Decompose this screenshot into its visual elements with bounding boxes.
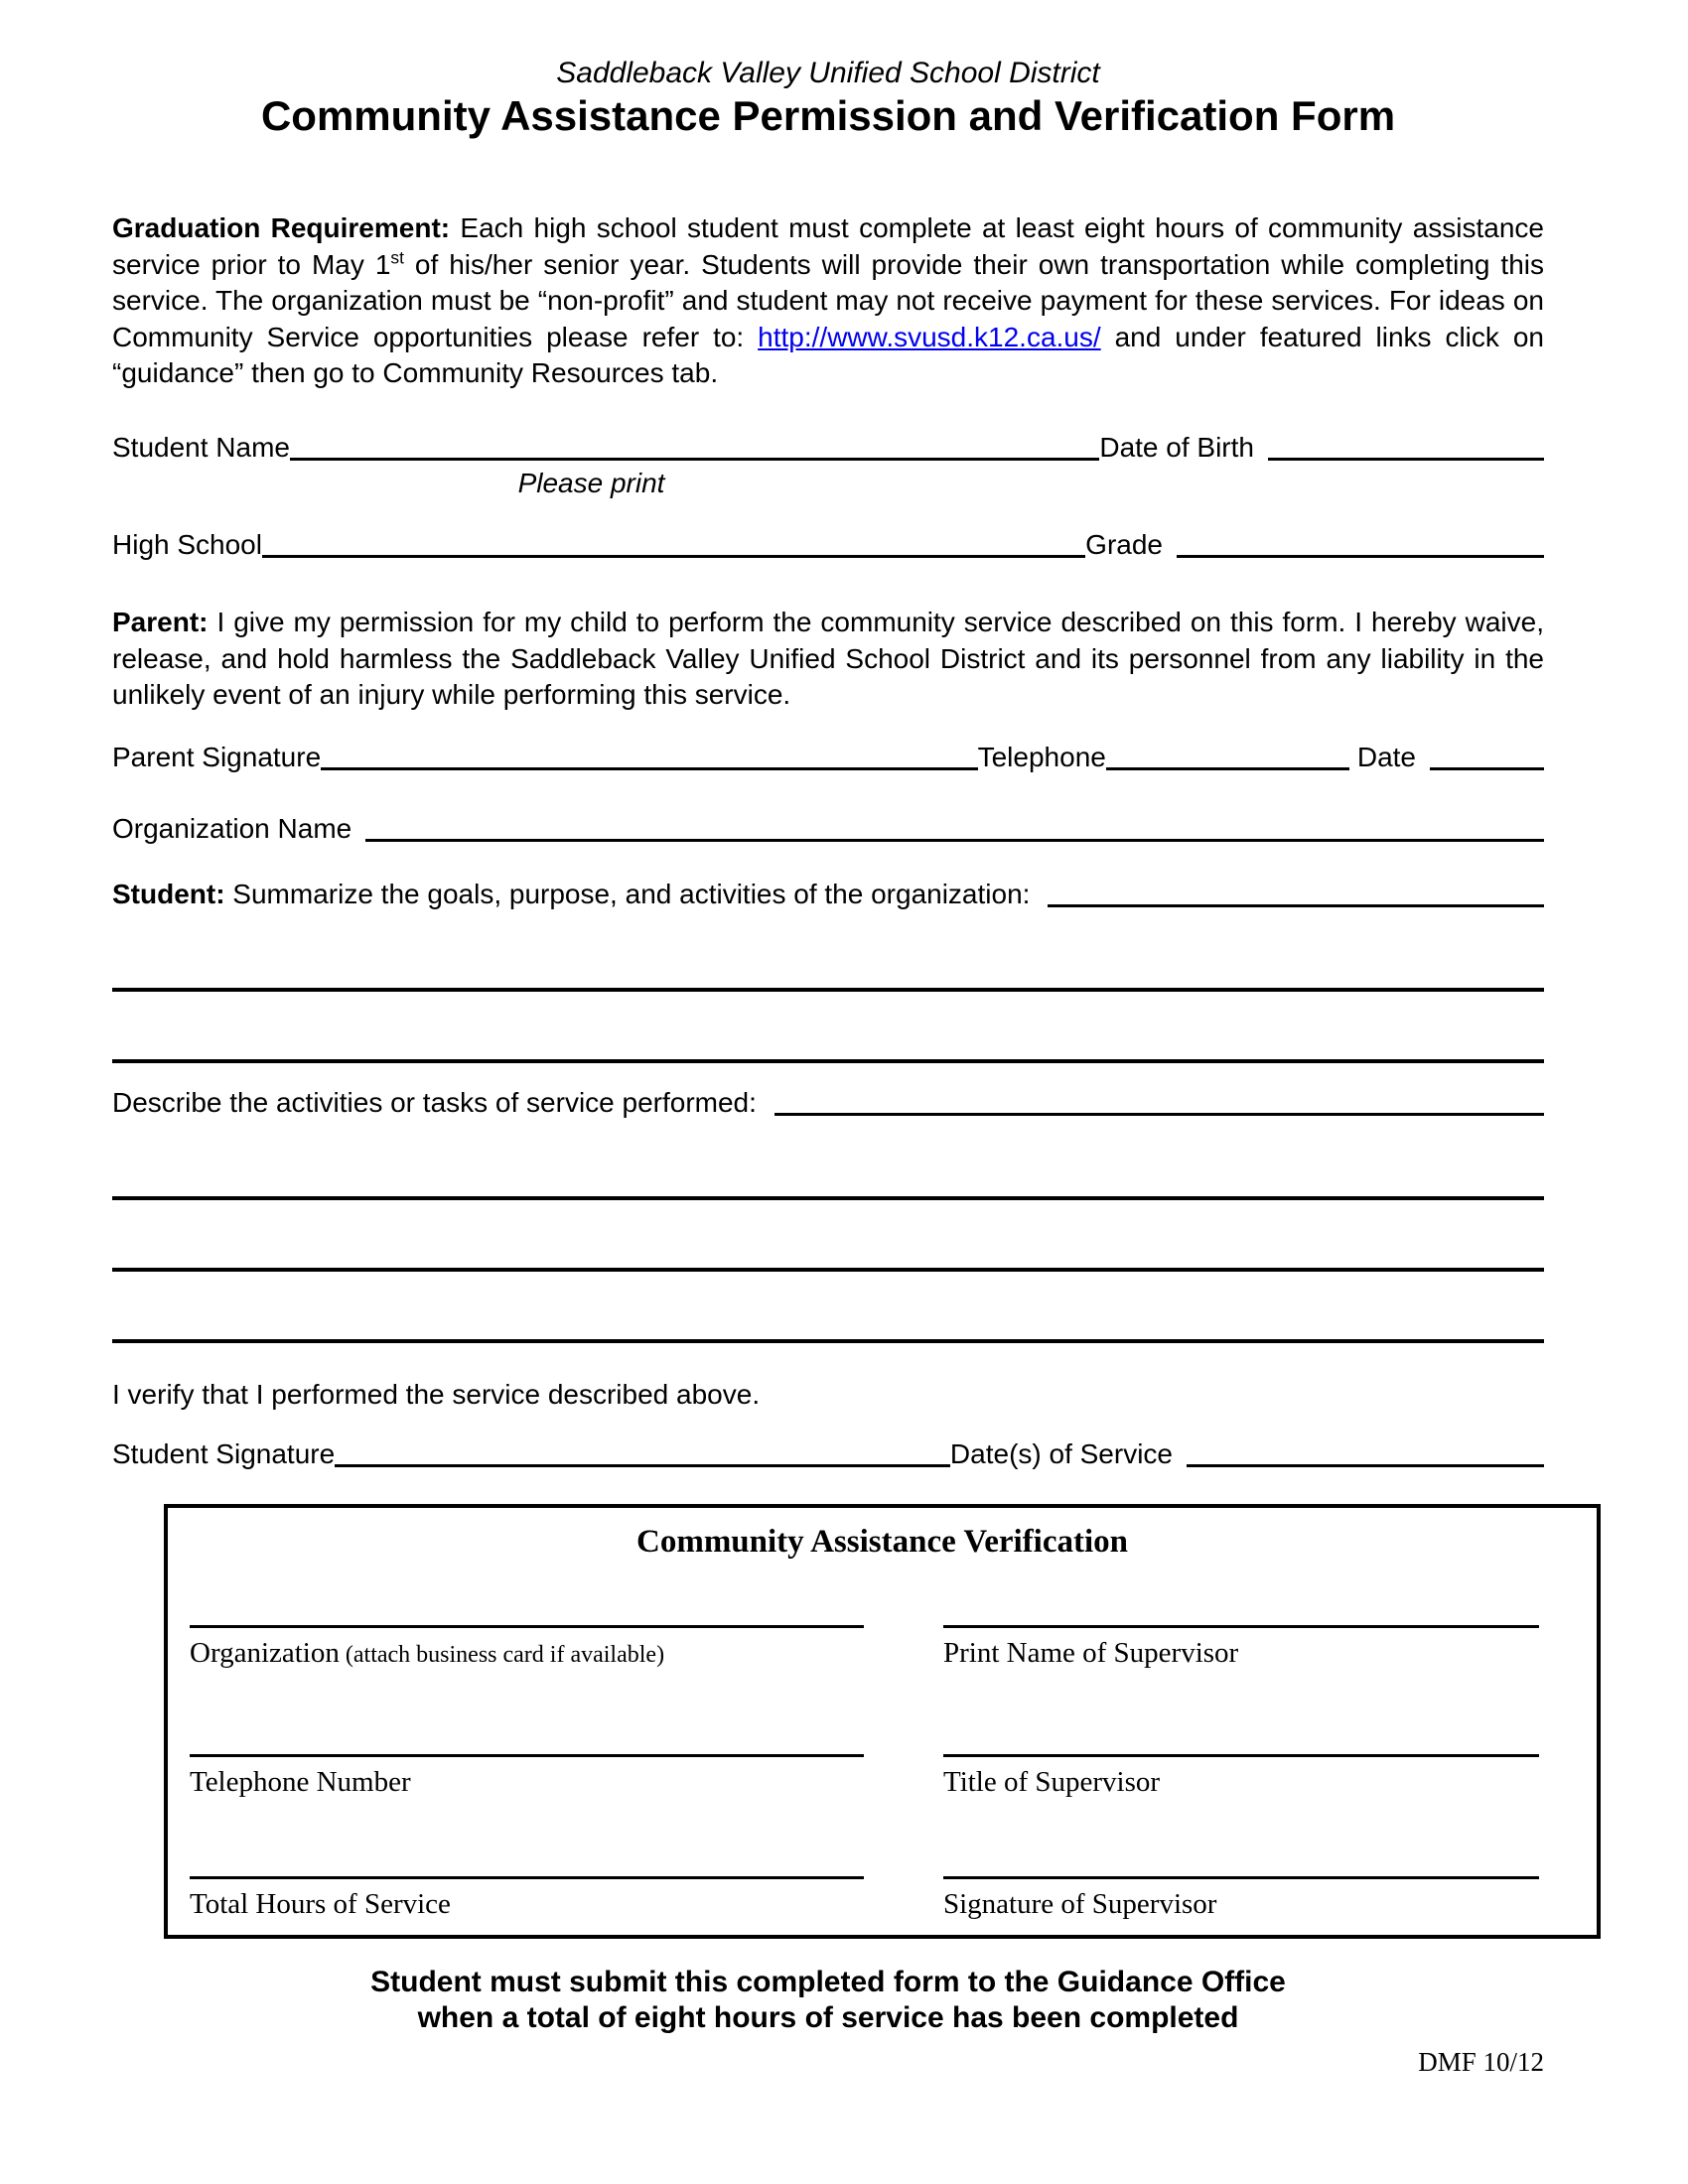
total-hours-label: Total Hours of Service <box>190 1887 451 1920</box>
writing-line-5 <box>112 1339 1544 1343</box>
writing-line-1 <box>112 988 1544 992</box>
organization-name-label: Organization Name <box>112 812 352 844</box>
svusd-link[interactable]: http://www.svusd.k12.ca.us/ <box>758 321 1101 352</box>
form-code: DMF 10/12 <box>1418 2046 1544 2077</box>
organization-name-line <box>365 839 1544 842</box>
student-name-line <box>290 458 1099 461</box>
writing-line-2 <box>112 1059 1544 1063</box>
grade-line <box>1177 555 1544 558</box>
intro-text-3: and under featured links click on “guidance” then go to Community Resources tab. <box>112 321 1544 389</box>
student-name-label: Student Name <box>112 431 290 463</box>
writing-line-3 <box>112 1196 1544 1200</box>
student-signature-line <box>335 1464 950 1467</box>
superscript-st: st <box>390 247 404 268</box>
form-title: Community Assistance Permission and Verification Form <box>260 92 1396 139</box>
writing-line-4 <box>112 1268 1544 1272</box>
date-line <box>1430 767 1544 770</box>
graduation-requirement-paragraph <box>112 210 1544 392</box>
summarize-text: Summarize the goals, purpose, and activities of the organization: <box>224 878 1031 909</box>
intro-text-1: Each high school student must complete at least eight hours of community assistance service prior to May 1 <box>112 212 1544 280</box>
supervisor-name-label: Print Name of Supervisor <box>943 1636 1239 1669</box>
describe-line <box>774 1113 1544 1116</box>
student-summarize-row <box>112 877 1544 912</box>
student-label: Student: <box>112 878 225 909</box>
parent-signature-line <box>321 767 977 770</box>
describe-label: Describe the activities or tasks of service performed: <box>112 1086 757 1118</box>
verify-statement: I verify that I performed the service described above. <box>112 1378 761 1410</box>
district-name: Saddleback Valley Unified School District <box>556 57 1100 89</box>
verification-row-2 <box>190 1754 1597 1799</box>
supervisor-name-line <box>943 1625 1539 1628</box>
verification-box <box>164 1504 1601 1939</box>
parent-paragraph <box>112 605 1544 714</box>
describe-row <box>112 1085 1544 1121</box>
date-of-birth-label: Date of Birth <box>1099 431 1254 463</box>
submission-instruction-line2: when a total of eight hours of service has been completed <box>417 2000 1239 2034</box>
telephone-number-line <box>190 1754 864 1757</box>
supervisor-title-line <box>943 1754 1539 1757</box>
student-signature-label: Student Signature <box>112 1437 336 1469</box>
verification-row-3 <box>190 1876 1597 1921</box>
telephone-line <box>1106 767 1349 770</box>
parent-text: I give my permission for my child to perform the community service described on this form. I hereby waive, release, and hold harmless the Saddleback Valley Unified School District and its personnel from any liability in the unlikely event of an injury while performing this service. <box>112 606 1544 711</box>
dates-of-service-label: Date(s) of Service <box>949 1437 1173 1469</box>
parent-signature-row <box>112 740 1544 775</box>
supervisor-signature-line <box>943 1876 1539 1879</box>
graduation-requirement-label: Graduation Requirement: <box>112 212 451 243</box>
supervisor-signature-label: Signature of Supervisor <box>943 1887 1217 1920</box>
telephone-label: Telephone <box>977 741 1106 772</box>
parent-label: Parent: <box>112 606 209 637</box>
dates-of-service-line <box>1187 1464 1544 1467</box>
supervisor-title-label: Title of Supervisor <box>943 1765 1161 1798</box>
student-signature-row <box>112 1436 1544 1472</box>
student-name-row <box>112 430 1544 466</box>
submission-instruction <box>112 1965 1544 2036</box>
high-school-line <box>262 555 1085 558</box>
organization-field-label: Organization (attach business card if available) <box>190 1636 665 1669</box>
total-hours-line <box>190 1876 864 1879</box>
date-of-birth-line <box>1268 458 1544 461</box>
please-print-note: Please print <box>517 467 665 498</box>
parent-signature-label: Parent Signature <box>112 741 322 772</box>
verification-box-title: Community Assistance Verification <box>636 1523 1128 1560</box>
date-label: Date <box>1356 741 1416 772</box>
organization-field-line <box>190 1625 864 1628</box>
telephone-number-label: Telephone Number <box>190 1765 411 1798</box>
verification-row-1 <box>190 1625 1597 1672</box>
organization-name-row <box>112 811 1544 847</box>
high-school-label: High School <box>112 528 262 560</box>
intro-text-2: of his/her senior year. Students will provide their own transportation while completing this service. The organization must be “non-profit” and student may not receive payment for these services. For ideas on Community Service opportunities please refer to: <box>112 248 1545 352</box>
high-school-row <box>112 527 1544 563</box>
grade-label: Grade <box>1085 528 1163 560</box>
summarize-line <box>1048 904 1544 907</box>
submission-instruction-line1: Student must submit this completed form to the Guidance Office <box>370 1965 1286 1998</box>
organization-field-note: (attach business card if available) <box>339 1641 665 1668</box>
